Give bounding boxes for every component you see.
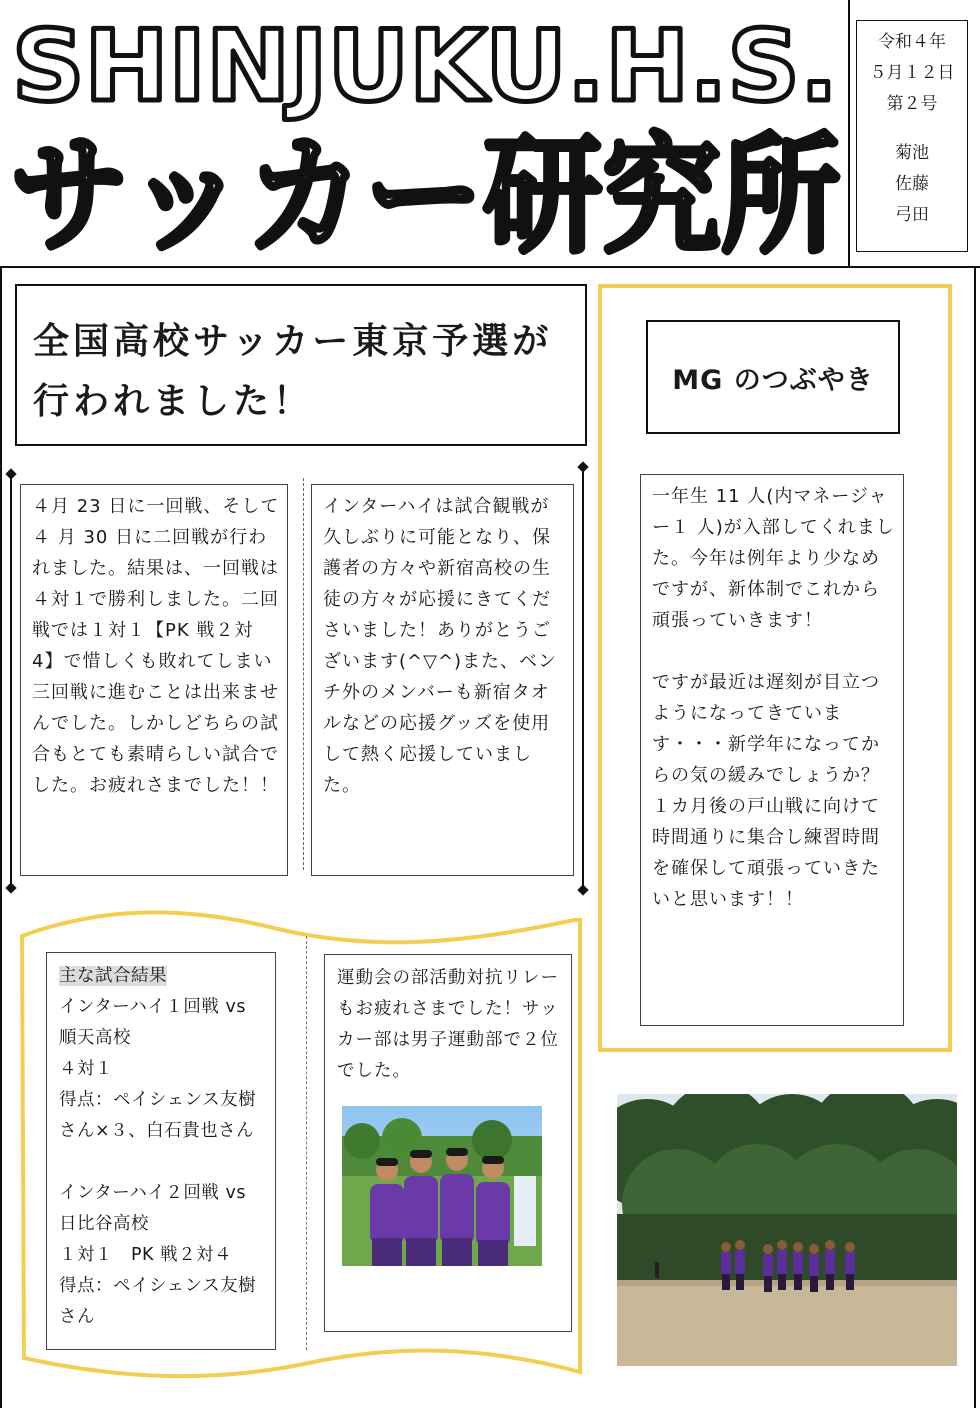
article-match-report: [20, 484, 288, 876]
page-frame-left: [0, 268, 2, 1408]
mg-paragraph-1: 一年生 11 人(内マネージャー１ 人)が入部してくれました。今年は例年より少なめですが、新体制でこれから頑張っていきます！: [652, 486, 895, 631]
relay-text: 運動会の部活動対抗リレーもお疲れさまでした！サッカー部は男子運動部で２位でした。: [337, 968, 559, 1081]
masthead-divider: [848, 0, 850, 268]
headline-line-2: 行われました！: [33, 381, 314, 422]
results-heading: 主な試合結果: [59, 966, 167, 986]
masthead-title-jp: サッカー研究所: [10, 122, 840, 268]
column-rule-right: [582, 466, 584, 890]
author-name: 佐藤: [895, 174, 929, 194]
dashed-separator: [303, 478, 304, 870]
masthead: [0, 0, 980, 268]
match-results-box: [46, 952, 276, 1350]
mg-title: MG のつぶやき: [672, 364, 874, 396]
issue-date: ５月１２日: [869, 63, 955, 83]
dashed-separator: [306, 936, 307, 1350]
mg-title-box: [646, 320, 900, 434]
article-match-report-text: ４月 23 日に一回戦、そして４ 月 30 日に二回戦が行われました。結果は、一回戦は４対１で勝利しました。二回戦では１対１【PK 戦２対 4】で惜しくも敗れてしまい三回戦に進むことは出来ませんでした。しかしどちらの試合もとても素晴らしい試合でした。お疲れさまでした！！: [32, 496, 280, 796]
team-photo: [342, 1106, 542, 1266]
column-rule-left: [10, 474, 12, 888]
headline-line-1: 全国高校サッカー東京予選が: [33, 321, 553, 362]
match2-scorers: 得点：ペイシェンス友樹さん: [59, 1276, 257, 1327]
rule-end-dot: [5, 468, 16, 479]
author-name: 菊池: [895, 143, 929, 163]
match2-score: １対１ PK 戦２対４: [59, 1245, 233, 1265]
mg-text-box: [640, 474, 904, 1026]
headline: [33, 312, 573, 432]
rule-end-dot: [577, 461, 588, 472]
article-support-text: インターハイは試合観戦が久しぶりに可能となり、保護者の方々や新宿高校の生徒の方々が応援にきてくださいました！ありがとうございます(^▽^)また、ベンチ外のメンバーも新宿タオルなどの応援グッズを使用して熱く応援していました。: [323, 496, 558, 796]
headline-box: [15, 284, 587, 446]
match1-scorers: 得点：ペイシェンス友樹さん×３、白石貴也さん: [59, 1090, 257, 1141]
author-name: 弓田: [895, 205, 929, 225]
mg-paragraph-2: ですが最近は遅刻が目立つようになってきています・・・新学年になってからの気の緩みでしょうか？１カ月後の戸山戦に向けて時間通りに集合し練習時間を確保して頑張っていきたいと思います！！: [652, 672, 880, 910]
rule-end-dot: [577, 884, 588, 895]
rule-end-dot: [5, 882, 16, 893]
issue-number: 第２号: [886, 94, 938, 114]
page-frame-right: [974, 268, 976, 1408]
article-support: [311, 484, 574, 876]
field-photo: [617, 1094, 957, 1366]
masthead-title-en: SHINJUKU.H.S.: [12, 10, 838, 124]
issue-era-year: 令和４年: [878, 32, 946, 52]
issue-info-box: [856, 20, 968, 252]
match1-score: ４対１: [59, 1059, 113, 1079]
masthead-title-art: [0, 0, 848, 268]
match1-title: インターハイ１回戦 vs 順天高校: [59, 997, 246, 1048]
match2-title: インターハイ２回戦 vs 日比谷高校: [59, 1183, 246, 1234]
